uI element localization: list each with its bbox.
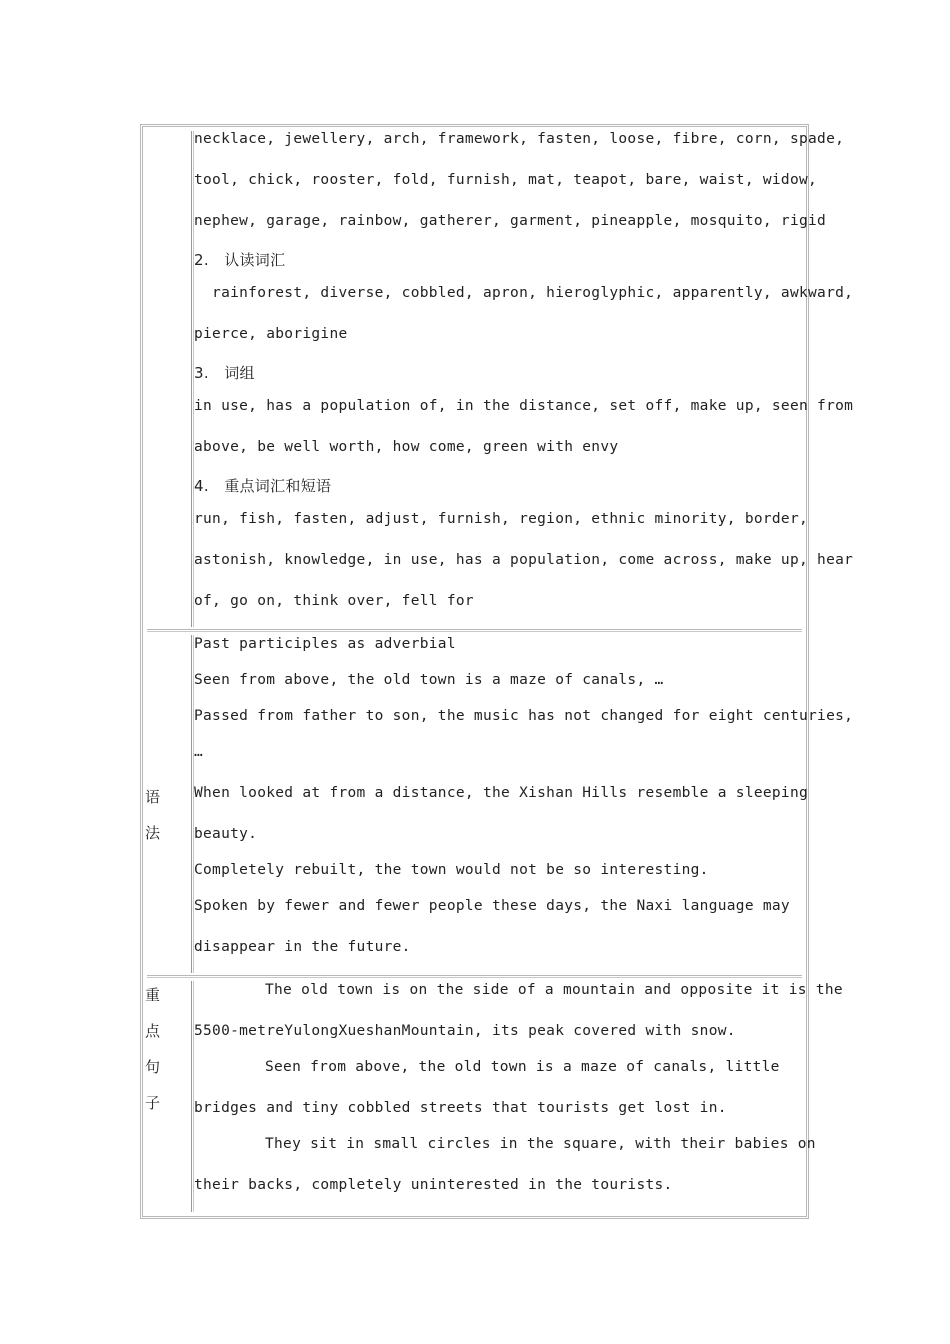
grammar-line: When looked at from a distance, the Xishan Hills resemble a sleeping [194, 785, 809, 801]
grammar-line: Passed from father to son, the music has not changed for eight centuries, [194, 708, 854, 724]
key-sentences-row [143, 977, 843, 1216]
grammar-line: Past participles as adverbial [194, 636, 456, 652]
grammar-label-char: 语 [145, 788, 161, 806]
sentences-label-char: 重 [145, 986, 161, 1004]
grammar-line: disappear in the future. [194, 939, 411, 955]
key-word-line: run, fish, fasten, adjust, furnish, region, ethnic minority, border, [194, 511, 809, 527]
grammar-row [143, 631, 854, 977]
sentence-line: their backs, completely uninterested in the tourists. [194, 1177, 673, 1193]
phrase-line: above, be well worth, how come, green with envy [194, 439, 619, 455]
vocab-line: tool, chick, rooster, fold, furnish, mat, teapot, bare, waist, widow, [194, 172, 818, 188]
sentence-line: The old town is on the side of a mountain and opposite it is the [265, 982, 843, 998]
grammar-line: Seen from above, the old town is a maze of canals, … [194, 672, 664, 688]
grammar-line: beauty. [194, 826, 258, 842]
content-table [140, 124, 854, 1219]
section-heading-recognition: 2. 认读词汇 [194, 251, 286, 269]
recognition-line: rainforest, diverse, cobbled, apron, hieroglyphic, apparently, awkward, [194, 285, 854, 301]
vocabulary-row [143, 127, 854, 631]
sentence-line: 5500-metreYulongXueshanMountain, its peak covered with snow. [194, 1023, 736, 1039]
vocab-line: nephew, garage, rainbow, gatherer, garment, pineapple, mosquito, rigid [194, 213, 827, 229]
grammar-line: Completely rebuilt, the town would not be so interesting. [194, 862, 709, 878]
sentences-label-char: 点 [145, 1022, 161, 1040]
recognition-line: pierce, aborigine [194, 326, 348, 342]
grammar-line: … [194, 744, 204, 760]
sentence-line: They sit in small circles in the square, with their babies on [265, 1136, 816, 1152]
key-word-line: astonish, knowledge, in use, has a population, come across, make up, hear [194, 552, 854, 568]
phrase-line: in use, has a population of, in the distance, set off, make up, seen from [194, 398, 854, 414]
section-heading-key-words: 4. 重点词汇和短语 [194, 477, 332, 495]
vocab-line: necklace, jewellery, arch, framework, fasten, loose, fibre, corn, spade, [194, 131, 845, 147]
sentence-line: bridges and tiny cobbled streets that tourists get lost in. [194, 1100, 727, 1116]
sentences-label-char: 句 [145, 1058, 161, 1076]
section-heading-phrases: 3. 词组 [194, 364, 255, 382]
sentences-label-char: 子 [145, 1094, 161, 1112]
sentence-line: Seen from above, the old town is a maze of canals, little [265, 1059, 780, 1075]
grammar-line: Spoken by fewer and fewer people these days, the Naxi language may [194, 898, 790, 914]
grammar-label-char: 法 [145, 824, 161, 842]
key-word-line: of, go on, think over, fell for [194, 593, 474, 609]
